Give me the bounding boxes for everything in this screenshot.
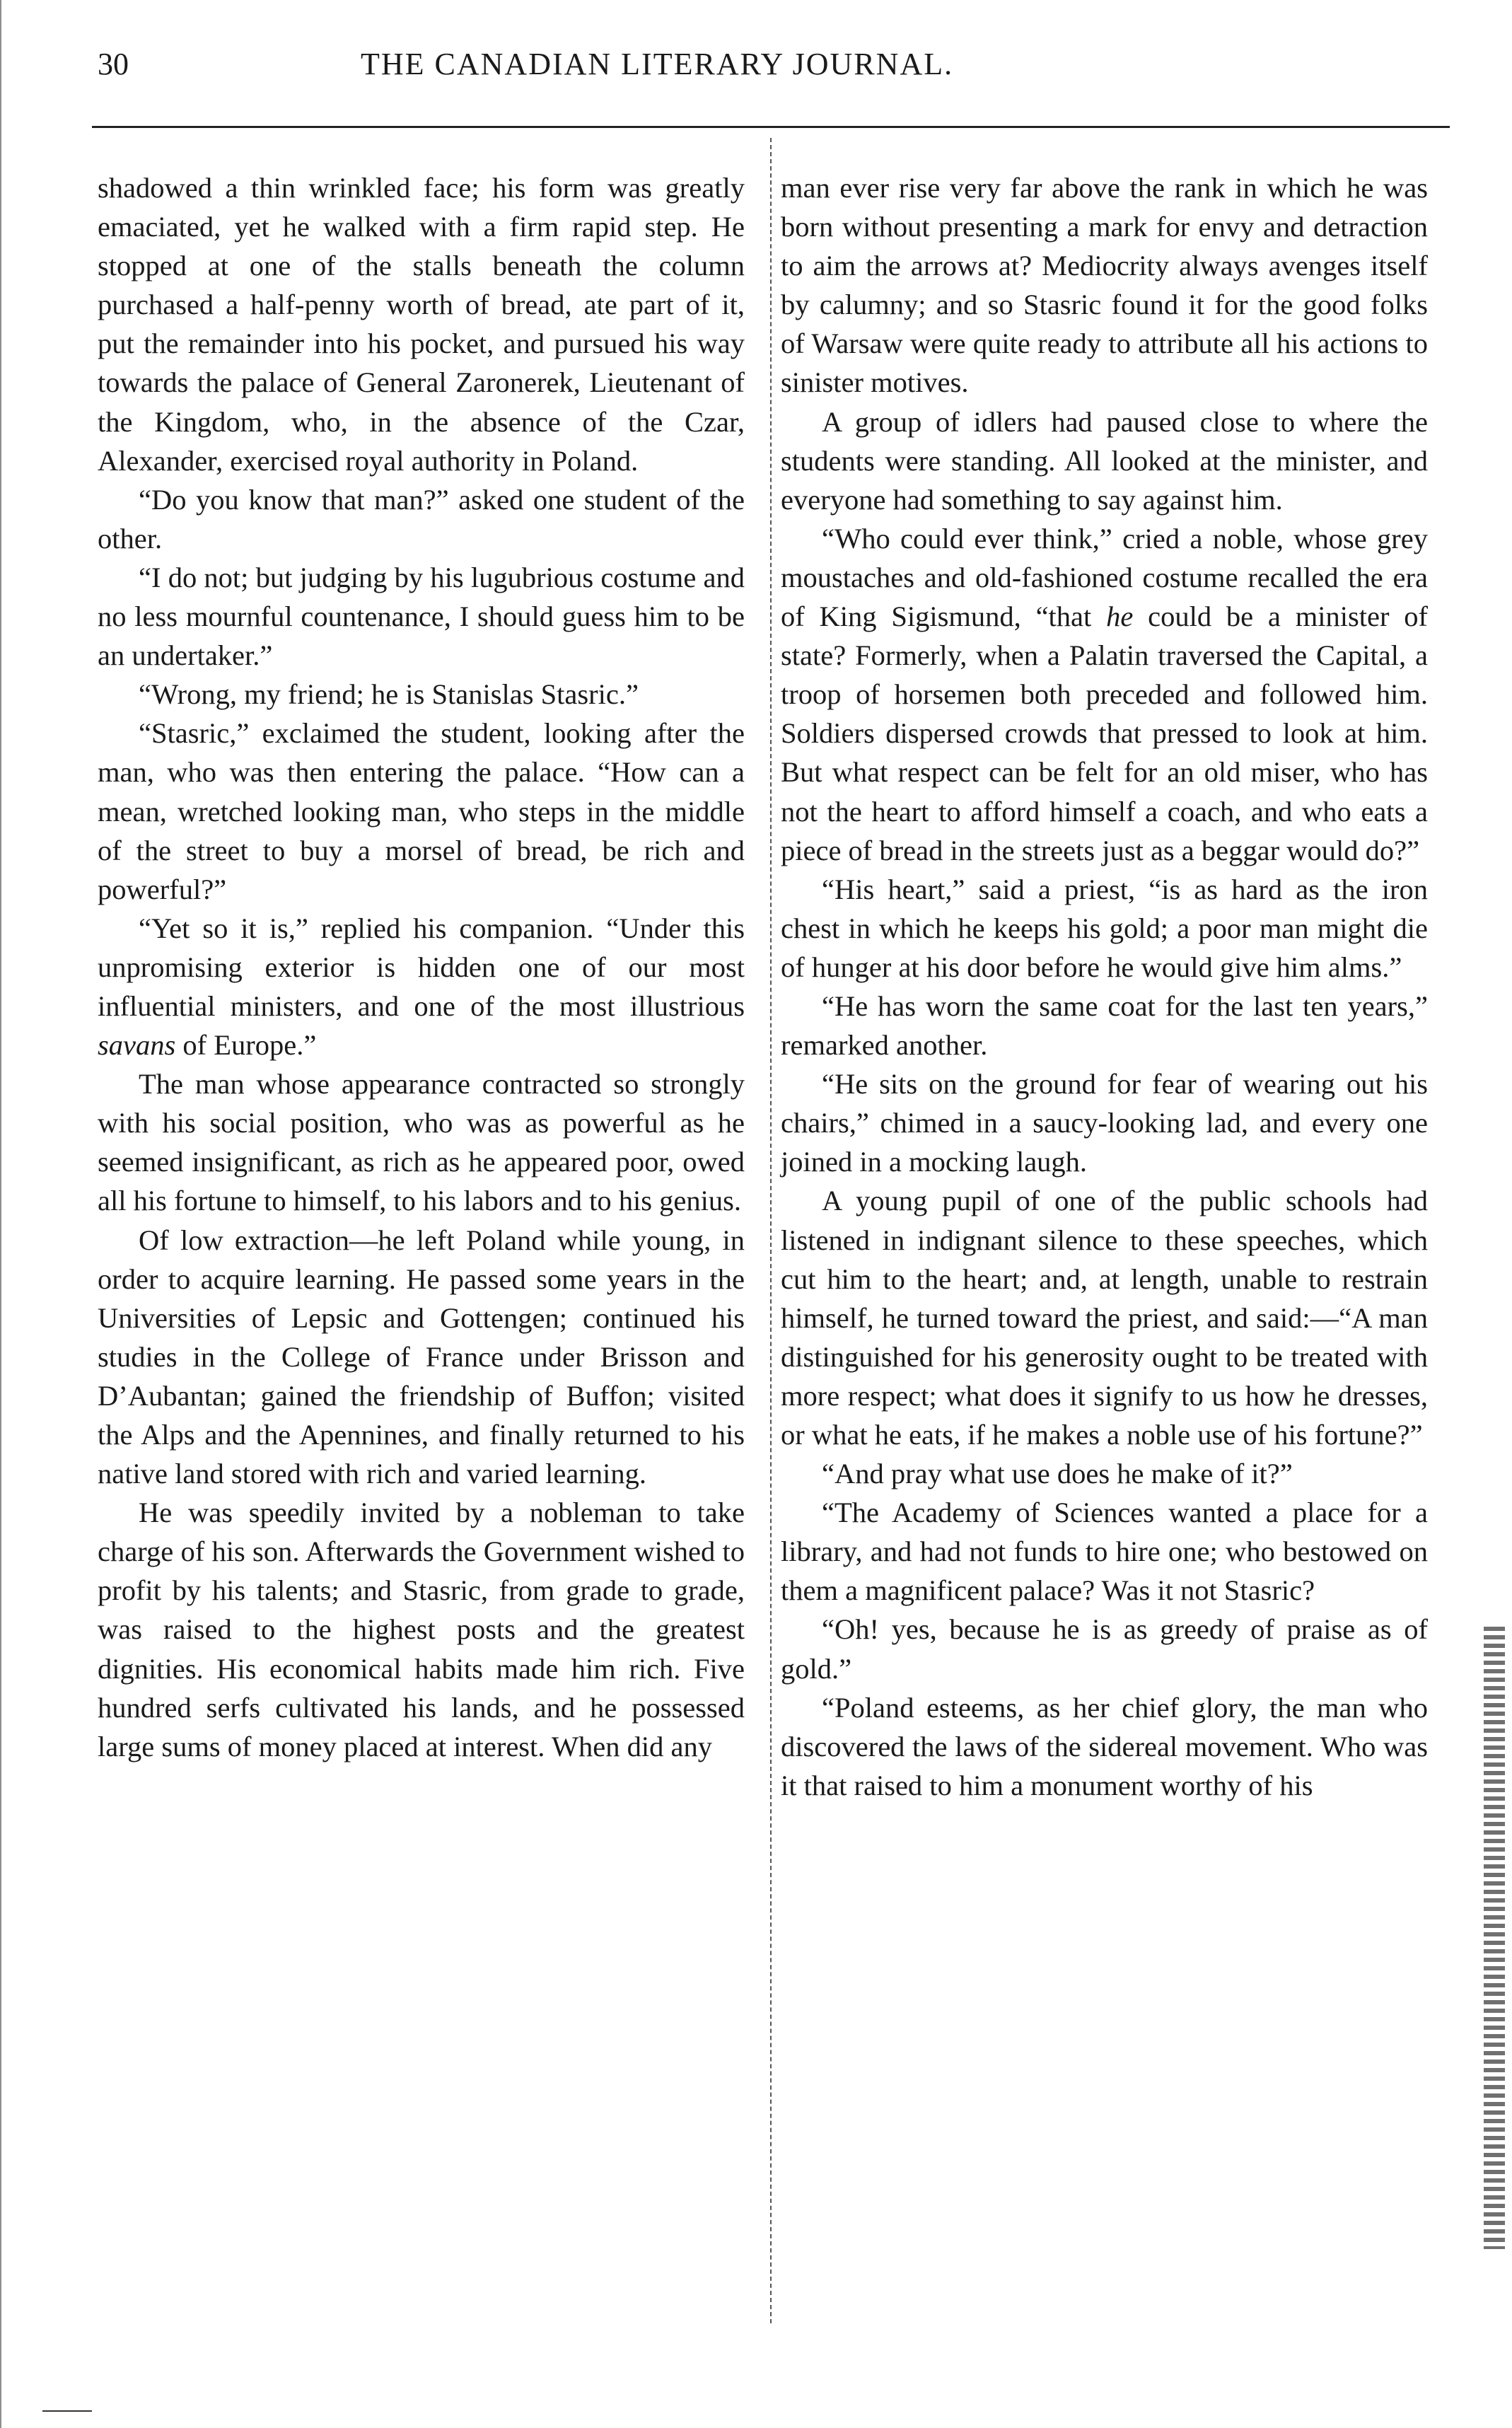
paragraph: man ever rise very far above the rank in which he was born without presenting a mark for envy and detraction to aim the arrows at? Mediocrity always avenges itself by calumny; and so Stasric found it for the good folks of Warsaw were quite ready to attribute all his actions to sinister motives.	[781, 172, 1428, 399]
paragraph: “And pray what use does he make of it?”	[822, 1458, 1293, 1490]
paragraph: “He sits on the ground for fear of wearing out his chairs,” chimed in a saucy-looking lad, and every one joined in a mocking laugh.	[781, 1068, 1428, 1178]
page-header	[92, 40, 1450, 89]
paragraph: “The Academy of Sciences wanted a place for a library, and had not funds to hire one; who bestowed on them a magnificent palace? Was it not Stasric?	[781, 1497, 1428, 1607]
column-divider	[770, 138, 772, 2323]
scan-edge-right	[1484, 1627, 1505, 2249]
footer-mark	[42, 2410, 92, 2412]
running-title: THE CANADIAN LITERARY JOURNAL.	[361, 47, 954, 81]
left-column	[98, 168, 745, 1766]
paragraph: “Wrong, my friend; he is Stanislas Stasric.”	[139, 678, 639, 711]
paragraph: “Stasric,” exclaimed the student, looking after the man, who was then entering the palace. “How can a mean, wretched looking man, who steps in the middle of the street to buy a morsel of bread, be rich and powerful?”	[98, 717, 745, 905]
paragraph: He was speedily invited by a nobleman to take charge of his son. Afterwards the Government wished to profit by his talents; and Stasric, from grade to grade, was raised to the highest posts and the greatest dignities. His economical habits made him rich. Five hundred serfs cultivated his lands, and he possessed large sums of money placed at interest. When did any	[98, 1497, 745, 1762]
paragraph: “He has worn the same coat for the last ten years,” remarked another.	[781, 989, 1428, 1062]
paragraph: “His heart,” said a priest, “is as hard as the iron chest in which he keeps his gold; a poor man might die of hunger at his door before he would give him alms.”	[781, 873, 1428, 983]
page-number: 30	[98, 47, 129, 81]
paragraph: A group of idlers had paused close to where the students were standing. All looked at the minister, and everyone had something to say against him.	[781, 405, 1428, 516]
paragraph: “Do you know that man?” asked one student of the other.	[98, 483, 745, 554]
paragraph: “I do not; but judging by his lugubrious costume and no less mournful countenance, I should guess him to be an undertaker.”	[98, 561, 745, 672]
right-column	[781, 168, 1428, 1805]
paragraph: “Oh! yes, because he is as greedy of praise as of gold.”	[781, 1613, 1428, 1685]
paragraph: shadowed a thin wrinkled face; his form was greatly emaciated, yet he walked with a firm rapid step. He stopped at one of the stalls beneath the column purchased a half-penny worth of bread, ate part of it, put the remainder into his pocket, and pursued his way towards the palace of General Zaronerek, Lieutenant of the Kingdom, who, in the absence of the Czar, Alexander, exercised royal authority in Poland.	[98, 172, 745, 477]
paragraph: A young pupil of one of the public schools had listened in indignant silence to these speeches, which cut him to the heart; and, at length, unable to restrain himself, he turned toward the priest, and said:—“A man distinguished for his generosity ought to be treated with more respect; what does it signify to us how he dresses, or what he eats, if he makes a noble use of his fortune?”	[781, 1185, 1428, 1451]
paragraph: Of low extraction—he left Poland while young, in order to acquire learning. He passed some years in the Universities of Lepsic and Gottengen; continued his studies in the College of France under Brisson and D’Aubantan; gained the friendship of Buffon; visited the Alps and the Apennines, and finally returned to his native land stored with rich and varied learning.	[98, 1224, 745, 1490]
paragraph: “Who could ever think,” cried a noble, whose grey moustaches and old-fashioned costume recalled the era of King Sigismund, “that he could be a minister of state? Formerly, when a Palatin traversed the Capital, a troop of horsemen both preceded and followed him. Soldiers dispersed crowds that pressed to look at him. But what respect can be felt for an old miser, who has not the heart to afford himself a coach, and who eats a piece of bread in the streets just as a beggar would do?”	[781, 522, 1428, 866]
paragraph: “Yet so it is,” replied his companion. “Under this unpromising exterior is hidden one of our most influential ministers, and one of the most illustrious savans of Europe.”	[98, 912, 745, 1062]
header-rule	[92, 126, 1450, 128]
scan-edge-left	[0, 0, 16, 2428]
paragraph: “Poland esteems, as her chief glory, the man who discovered the laws of the sidereal movement. Who was it that raised to him a monument worthy of his	[781, 1691, 1428, 1801]
paragraph: The man whose appearance contracted so strongly with his social position, who was as powerful as he seemed insignificant, as rich as he appeared poor, owed all his fortune to himself, to his labors and to his genius.	[98, 1068, 745, 1217]
